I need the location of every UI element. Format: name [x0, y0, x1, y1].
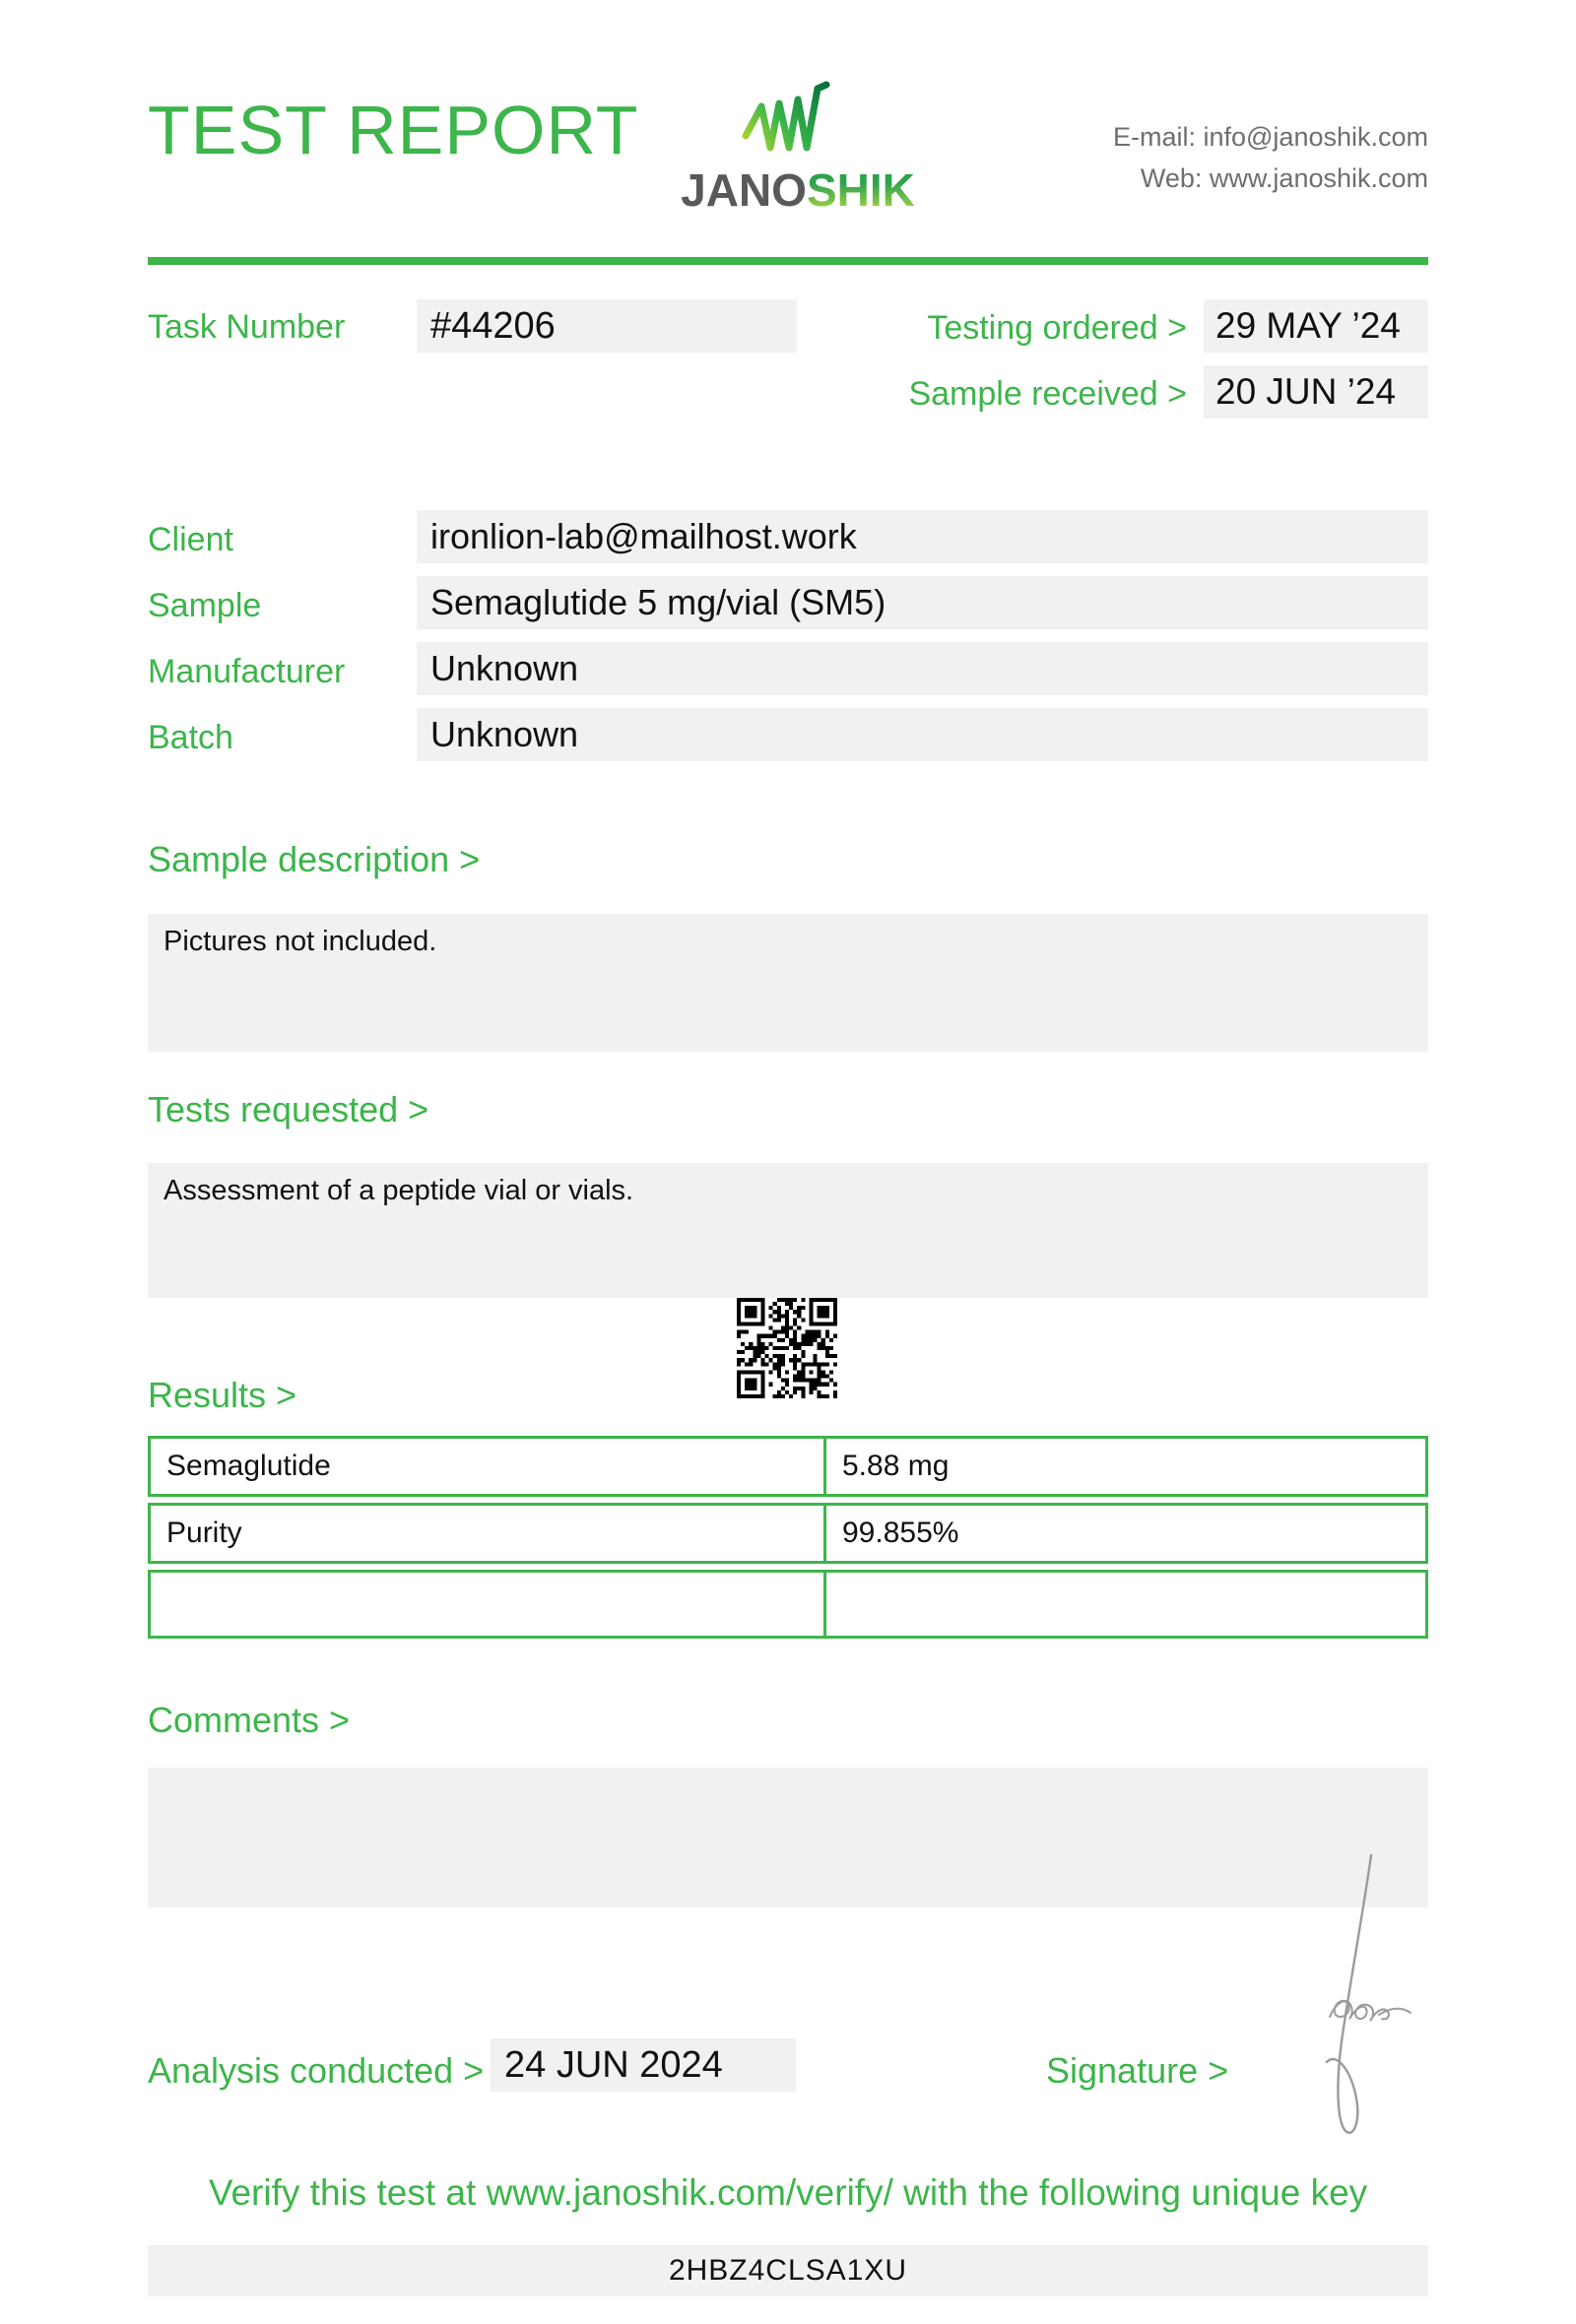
logo-wordmark-part2: SHIK — [806, 164, 915, 216]
email-label: E-mail: — [1112, 122, 1196, 152]
batch-text: Unknown — [430, 714, 579, 754]
manufacturer-value — [417, 642, 1428, 695]
client-label: Client — [148, 521, 233, 558]
batch-label: Batch — [148, 719, 233, 756]
batch-value — [417, 708, 1428, 761]
sample-received-label: Sample received > — [908, 375, 1187, 413]
signature-label: Signature > — [1046, 2050, 1229, 2091]
task-number-text: #44206 — [430, 305, 556, 347]
sample-received-value — [1204, 365, 1428, 419]
table-row — [148, 1570, 1428, 1639]
result-name-cell: Purity — [148, 1503, 826, 1564]
signature-image — [1280, 1847, 1418, 2143]
sample-description-heading: Sample description > — [148, 839, 481, 879]
email-value: info@janoshik.com — [1203, 122, 1428, 152]
analysis-conducted-label: Analysis conducted > — [148, 2050, 485, 2091]
contact-web-line — [1113, 158, 1428, 199]
page-title: TEST REPORT — [148, 92, 639, 168]
verify-key-bar — [148, 2245, 1428, 2296]
analysis-date-text: 24 JUN 2024 — [504, 2044, 723, 2086]
client-value — [417, 510, 1428, 563]
sample-text: Semaglutide 5 mg/vial (SM5) — [430, 582, 886, 622]
sample-received-text: 20 JUN ’24 — [1215, 371, 1397, 412]
manufacturer-label: Manufacturer — [148, 653, 346, 690]
tests-requested-heading: Tests requested > — [148, 1089, 429, 1130]
tests-requested-box — [148, 1163, 1428, 1298]
verify-instruction: Verify this test at www.janoshik.com/verify/ with the following unique key — [208, 2172, 1368, 2213]
sample-description-text: Pictures not included. — [164, 926, 437, 957]
chart-logo-icon — [741, 79, 831, 158]
comments-text — [148, 1768, 1428, 1779]
comments-box — [148, 1768, 1428, 1907]
task-number-label: Task Number — [148, 308, 346, 346]
result-name-cell — [148, 1570, 826, 1639]
analysis-date-value — [491, 2038, 796, 2092]
verify-key-text: 2HBZ4CLSA1XU — [668, 2254, 908, 2287]
logo-wordmark-part1: JANO — [681, 164, 807, 216]
sample-value — [417, 576, 1428, 629]
result-value-cell: 5.88 mg — [826, 1436, 1428, 1497]
comments-heading: Comments > — [148, 1700, 351, 1740]
sample-description-box — [148, 914, 1428, 1052]
results-table — [148, 1430, 1428, 1645]
testing-ordered-text: 29 MAY ’24 — [1215, 305, 1401, 346]
web-label: Web: — [1140, 163, 1203, 193]
tests-requested-text: Assessment of a peptide vial or vials. — [164, 1175, 634, 1206]
task-number-value — [417, 299, 797, 353]
table-row — [148, 1503, 1428, 1564]
qr-code — [737, 1298, 837, 1398]
client-text: ironlion-lab@mailhost.work — [430, 516, 857, 556]
testing-ordered-value — [1204, 299, 1428, 353]
results-heading: Results > — [148, 1375, 297, 1415]
header-divider — [148, 257, 1428, 265]
result-value-cell: 99.855% — [826, 1503, 1428, 1564]
contact-info — [1113, 116, 1428, 199]
sample-label: Sample — [148, 587, 262, 624]
result-name-cell: Semaglutide — [148, 1436, 826, 1497]
logo-wordmark — [680, 163, 916, 217]
table-row — [148, 1436, 1428, 1497]
result-value-cell — [826, 1570, 1428, 1639]
manufacturer-text: Unknown — [430, 648, 579, 688]
web-value: www.janoshik.com — [1209, 163, 1428, 193]
testing-ordered-label: Testing ordered > — [927, 309, 1187, 347]
contact-email-line — [1113, 116, 1428, 158]
